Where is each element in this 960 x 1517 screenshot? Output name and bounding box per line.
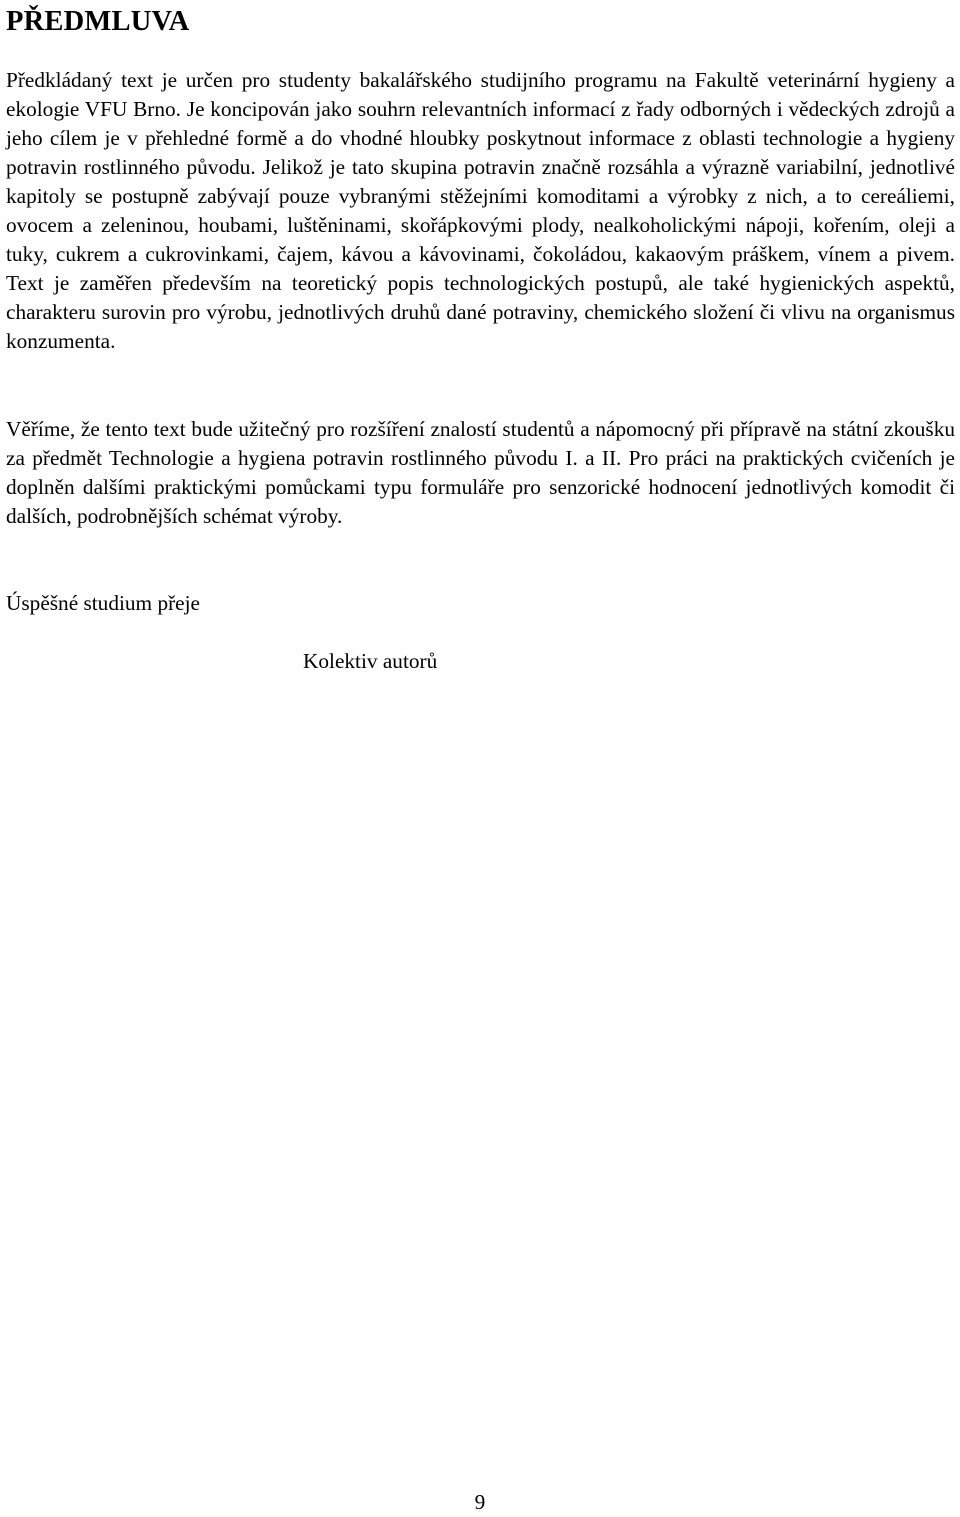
page-title: PŘEDMLUVA xyxy=(6,6,190,37)
closing-line: Úspěšné studium přeje xyxy=(6,591,201,615)
signature: Kolektiv autorů xyxy=(303,649,438,673)
paragraph-purpose: Věříme, že tento text bude užitečný pro rozšíření znalostí studentů a nápomocný při přípravě na státní zkoušku za předmět Technologie a hygiena potravin rostlinného původu I. a II. Pro práci na praktických cvičeních je doplněn dalšími praktickými pomůckami typu formuláře pro senzorické hodnocení jednotlivých komodit či dalších, podrobnějších schémat výroby. xyxy=(6,417,955,528)
paragraph-intro: Předkládaný text je určen pro studenty bakalářského studijního programu na Fakultě veterinární hygieny a ekologie VFU Brno. Je koncipován jako souhrn relevantních informací z řady odborných i vědeckých zdrojů a jeho cílem je v přehledné formě a do vhodné hloubky poskytnout informace z oblasti technologie a hygieny potravin rostlinného původu. Jelikož je tato skupina potravin značně rozsáhla a výrazně variabilní, jednotlivé kapitoly se postupně zabývají pouze vybranými stěžejními komoditami a výrobky z nich, a to cereáliemi, ovocem a zeleninou, houbami, luštěninami, skořápkovými plody, nealkoholickými nápoji, kořením, oleji a tuky, cukrem a cukrovinkami, čajem, kávou a kávovinami, čokoládou, kakaovým práškem, vínem a pivem. Text je zaměřen především na teoretický popis technologických postupů, ale také hygienických aspektů, charakteru surovin pro výrobu, jednotlivých druhů dané potraviny, chemického složení či vlivu na organismus konzumenta. xyxy=(6,68,955,353)
page-number: 9 xyxy=(474,1490,486,1514)
